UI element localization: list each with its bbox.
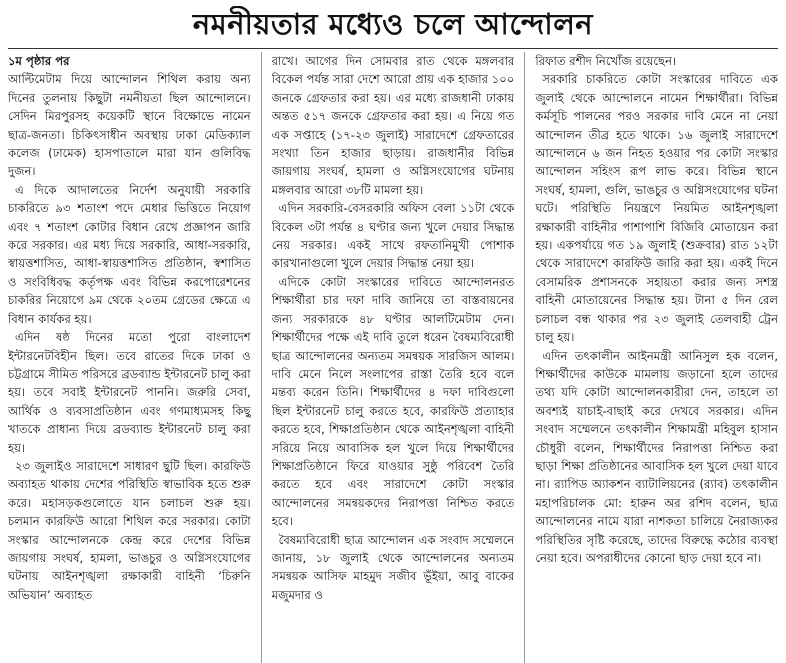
headline-rule xyxy=(8,48,778,49)
article-body xyxy=(8,52,778,663)
column-divider xyxy=(261,52,262,663)
column-divider xyxy=(524,52,525,663)
paragraph: এদিন সরকারি-বেসরকারি অফিস বেলা ১১টা থেকে বিকেল ৩টা পর্যন্ত ৪ ঘণ্টার জন্য খুলে দেয়ার সিদ্ধান্ত নেয় সরকার। একই সাথে রফতানিমুখী পোশাক কারখানাগুলো খুলে দেয়ার সিদ্ধান্ত নেয়া হয়। xyxy=(271,201,515,271)
headline: নমনীয়তার মধ্যেও চলে আন্দোলন xyxy=(192,7,594,41)
paragraph: আল্টিমেটাম দিয়ে আন্দোলন শিথিল করায় অন্য দিনের তুলনায় কিছুটা নমনীয়তা ছিল আন্দোলনে। সেদিন মিরপুরসহ কয়েকটি স্থানে বিক্ষোভে নামেন ছাত্র-জনতা। চিকিৎসাধীন অবস্থায় ঢাকা মেডিক্যাল কলেজ (ঢামেক) হাসপাতালে মারা যান গুলিবিদ্ধ দুজন। xyxy=(8,72,251,179)
paragraph: রিফাত রশীদ নিখোঁজ রয়েছেন। xyxy=(535,54,677,68)
paragraph: এদিকে কোটা সংস্কারের দাবিতে আন্দোলনরত শিক্ষার্থীরা চার দফা দাবি জানিয়ে তা বাস্তবায়নের জন্য সরকারকে ৪৮ ঘণ্টার আলটিমেটাম দেন। শিক্ষার্থীদের পক্ষে এই দাবি তুলে ধরেন বৈষম্যবিরোধী ছাত্র আন্দোলনের অন্যতম সমন্বয়ক সারজিস আলম। দাবি মেনে নিলে সংলাপের রাস্তা তৈরি হবে বলে মন্তব্য করেন তিনি। শিক্ষার্থীদের ৪ দফা দাবিগুলো ছিল ইন্টারনেট চালু করতে হবে, কারফিউ প্রত্যাহার করতে হবে, শিক্ষাপ্রতিষ্ঠান থেকে আইনশৃঙ্খলা বাহিনী সরিয়ে নিয়ে আবাসিক হল খুলে দিয়ে শিক্ষার্থীদের শিক্ষাপ্রতিষ্ঠানে ফিরে যাওয়ার সুষ্ঠু পরিবেশ তৈরি করতে হবে এবং সারাদেশে কোটা সংস্কার আন্দোলনের সমন্বয়কদের নিরাপত্তা নিশ্চিত করতে হবে। xyxy=(271,274,515,529)
paragraph: ২৩ জুলাইও সারাদেশে সাধারণ ছুটি ছিল। কারফিউ অব্যাহত থাকায় দেশের পরিস্থিতি স্বাভাবিক হতে শুরু করে। মহাসড়কগুলোতে যান চলাচল শুরু হয়। চলমান কারফিউ আরো শিথিল করে সরকার। কোটা সংস্কার আন্দোলনকে কেন্দ্র করে দেশের বিভিন্ন জায়গায় সংঘর্ষ, হামলা, ভাঙচুর ও অগ্নিসংযোগের ঘটনায় আইনশৃঙ্খলা রক্ষাকারী বাহিনী ‘চিরুনি অভিযান’ অব্যাহত xyxy=(8,458,251,602)
paragraph: বৈষম্যবিরোধী ছাত্র আন্দোলন এক সংবাদ সম্মেলনে জানায়, ১৮ জুলাই থেকে আন্দোলনের অন্যতম সমন্বয়ক আসিফ মাহমুদ সজীব ভূঁইয়া, আবু বাকের মজুমদার ও xyxy=(271,532,515,602)
paragraph: এদিন তৎকালীন আইনমন্ত্রী আনিসুল হক বলেন, শিক্ষার্থীদের কাউকে মামলায় জড়ানো হলে তাদের তথ্য যদি কোটা আন্দোলনকারীরা দেন, তাহলে তা অবশ্যই যাচাই-বাছাই করে দেখবে সরকার। এদিন সংবাদ সম্মেলনে তৎকালীন শিক্ষামন্ত্রী মহিবুল হাসান চৌধুরী বলেন, শিক্ষার্থীদের নিরাপত্তা নিশ্চিত করা ছাড়া শিক্ষা প্রতিষ্ঠানের আবাসিক হল খুলে দেয়া যাবে না। র‍্যাপিড অ্যাকশন ব্যাটালিয়নের (র‍্যাব) তৎকালীন মহাপরিচালক মো: হারুন অর রশিদ বলেন, ছাত্র আন্দোলনের নামে যারা নাশকতা চালিয়ে নৈরাজ্যকর পরিস্থিতির সৃষ্টি করেছে, তাদের বিরুদ্ধে কঠোর ব্যবস্থা নেয়া হবে। অপরাধীদের কোনো ছাড় দেয়া হবে না। xyxy=(535,348,779,565)
paragraph: এদিন ষষ্ঠ দিনের মতো পুরো বাংলাদেশ ইন্টারনেটবিহীন ছিল। তবে রাতের দিকে ঢাকা ও চট্টগ্রামে সীমিত পরিসরে ব্রডব্যান্ড ইন্টারনেট চালু করা হয়। তবে সবাই ইন্টারনেট পাননি। জরুরি সেবা, আর্থিক ও ব্যবসাপ্রতিষ্ঠান এবং গণমাধ্যমসহ কিছু খাতকে প্রাধান্য দিয়ে ব্রডব্যান্ড ইন্টারনেট চালু করা হয়। xyxy=(8,330,251,455)
paragraph: সরকারি চাকরিতে কোটা সংস্কারের দাবিতে এক জুলাই থেকে আন্দোলনে নামেন শিক্ষার্থীরা। বিভিন্ন কর্মসূচি পালনের পরও সরকার দাবি মেনে না নেয়া আন্দোলন তীব্র হতে থাকে। ১৬ জুলাই সারাদেশে আন্দোলনে ৬ জন নিহত হওয়ার পর কোটা সংস্কার আন্দোলন সহিংস রূপ লাভ করে। বিভিন্ন স্থানে সংঘর্ষ, হামলা, গুলি, ভাঙচুর ও অগ্নিসংযোগের ঘটনা ঘটে। পরিস্থিতি নিয়ন্ত্রণে নিয়মিত আইনশৃঙ্খলা রক্ষাকারী বাহিনীর পাশাপাশি বিজিবি মোতায়েন করা হয়। একপর্যায়ে গত ১৯ জুলাই (শুক্রবার) রাত ১২টা থেকে সারাদেশে কারফিউ জারি করা হয়। একই দিনে বেসামরিক প্রশাসনকে সহায়তা করার জন্য সশস্ত্র বাহিনী মোতায়েনের সিদ্ধান্ত হয়। টানা ৫ দিন রেল চলাচল বন্ধ থাকার পর ২৩ জুলাই তেলবাহী ট্রেন চালু হয়। xyxy=(535,72,779,345)
column-1 xyxy=(8,52,251,663)
continued-label: ১ম পৃষ্ঠার পর xyxy=(8,54,70,68)
column-2 xyxy=(272,52,515,663)
paragraph: রাখে। আগের দিন সোমবার রাত থেকে মঙ্গলবার বিকেল পর্যন্ত সারা দেশে আরো প্রায় এক হাজার ১০০ জনকে গ্রেফতার করা হয়। এর মধ্যে রাজধানী ঢাকায় অন্তত ৫১৭ জনকে গ্রেফতার করা হয়। এ নিয়ে গত এক সপ্তাহে (১৭-২৩ জুলাই) সারাদেশে গ্রেফতারের সংখ্যা তিন হাজার ছাড়ায়। রাজধানীর বিভিন্ন জায়গায় সংঘর্ষ, হামলা ও অগ্নিসংযোগের ঘটনায় মঙ্গলবার আরো ৩৮টি মামলা হয়। xyxy=(271,54,515,197)
column-3 xyxy=(535,52,778,663)
paragraph: এ দিকে আদালতের নির্দেশ অনুযায়ী সরকারি চাকরিতে ৯৩ শতাংশ পদে মেধার ভিত্তিতে নিয়োগ এবং ৭ শতাংশ কোটার বিধান রেখে প্রজ্ঞাপন জারি করে সরকার। এর মধ্য দিয়ে সরকারি, আধা-সরকারি, স্বায়ত্তশাসিত, আধা-স্বায়ত্তশাসিত প্রতিষ্ঠান, স্বশাসিত ও সংবিধিবদ্ধ কর্তৃপক্ষ এবং বিভিন্ন করপোরেশনের চাকরির নিয়োগে ৯ম থেকে ২০তম গ্রেডের ক্ষেত্রে এ বিধান কার্যকর হয়। xyxy=(8,182,251,326)
